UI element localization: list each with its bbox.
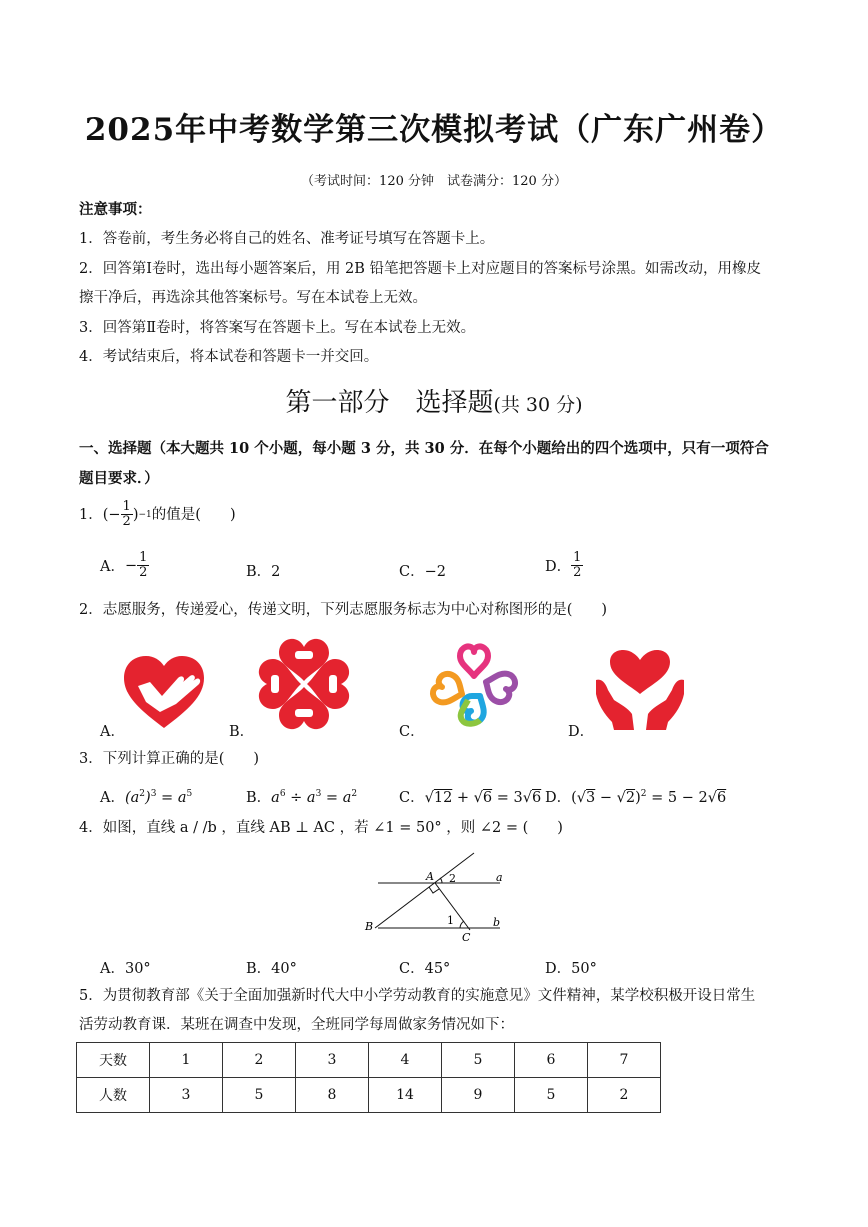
- question-1: [79, 500, 236, 529]
- table-cell: 人数: [77, 1078, 150, 1113]
- table-cell: 14: [369, 1078, 442, 1113]
- q1-suffix: 的值是( ): [151, 506, 236, 523]
- table-row: [77, 1078, 661, 1113]
- notice-heading: 注意事项：: [79, 201, 152, 218]
- question-2: 2．志愿服务，传递爱心，传递文明，下列志愿服务标志为中心对称图形的是( ): [79, 602, 608, 618]
- part1-title: [0, 382, 868, 419]
- parallel-lines-figure: [360, 848, 520, 948]
- q1-option-a-label: A．: [100, 559, 125, 575]
- label-angle-2: 2: [449, 872, 456, 885]
- heart-hand-logo-icon: [120, 652, 208, 732]
- clover-hands-logo-icon: [255, 635, 353, 733]
- label-point-a: A: [426, 870, 434, 883]
- hands-heart-logo-icon: [592, 648, 688, 732]
- question-5-line1: 5．为贯彻教育部《关于全面加强新时代大中小学劳动教育的实施意见》文件精神，某学校积极开设日常生: [79, 988, 756, 1004]
- part1-title-text: 第一部分 选择题: [285, 388, 494, 418]
- q4-option-c: C．45°: [399, 961, 451, 977]
- q1-option-d: D． $\frac{1}{2}$: [545, 550, 582, 580]
- table-cell: 6: [515, 1043, 588, 1078]
- notice-item-3: 3．回答第Ⅱ卷时，将答案写在答题卡上。写在本试卷上无效。: [79, 320, 476, 336]
- notice-item-1: 1．答卷前，考生务必将自己的姓名、准考证号填写在答题卡上。: [79, 231, 495, 247]
- q4-option-b: B．40°: [246, 961, 297, 977]
- section1-line1: 一、选择题（本大题共 10 个小题，每小题 3 分，共 30 分．在每个小题给出的四个选项中，只有一项符合: [79, 440, 769, 457]
- colorful-flower-logo-icon: [424, 638, 524, 730]
- q2-option-d: D．: [568, 724, 595, 740]
- q4-option-d: D．50°: [545, 961, 597, 977]
- notice-item-2-cont: 擦干净后，再选涂其他答案标号。写在本试卷上无效。: [79, 290, 427, 306]
- table-row: [77, 1043, 661, 1078]
- table-cell: 4: [369, 1043, 442, 1078]
- q3-option-b: B．$a^6 \div a^3 = a^2$: [246, 789, 358, 806]
- q2-option-c: C．: [399, 724, 425, 740]
- q4-option-a: A．30°: [100, 961, 151, 977]
- table-cell: 5: [442, 1043, 515, 1078]
- exam-subtitle: （考试时间：120 分钟 试卷满分：120 分）: [301, 174, 567, 189]
- question-5-line2: 活劳动教育课．某班在调查中发现，全班同学每周做家务情况如下：: [79, 1017, 514, 1033]
- q1-expression: (− $\frac{1}{2}$ ) −1: [102, 499, 152, 529]
- notice-item-2: 2．回答第Ⅰ卷时，选出每小题答案后，用 2B 铅笔把答题卡上对应题目的答案标号涂黑。如需改动，用橡皮: [79, 261, 762, 277]
- table-cell: 5: [223, 1078, 296, 1113]
- q2-option-b: B．: [229, 724, 255, 740]
- q1-option-a: A． − $\frac{1}{2}$: [100, 550, 148, 580]
- part1-points: (共 30 分): [493, 394, 583, 416]
- label-angle-1: 1: [447, 914, 454, 927]
- table-cell: 9: [442, 1078, 515, 1113]
- notice-item-4: 4．考试结束后，将本试卷和答题卡一并交回。: [79, 349, 379, 365]
- q3-option-d: D．$(√3 - √2)^2 = 5 - 2√6$: [545, 789, 727, 806]
- housework-table: [76, 1042, 661, 1113]
- table-cell: 3: [296, 1043, 369, 1078]
- table-cell: 7: [588, 1043, 661, 1078]
- table-cell: 8: [296, 1078, 369, 1113]
- question-3: 3．下列计算正确的是( ): [79, 751, 260, 767]
- table-cell: 天数: [77, 1043, 150, 1078]
- label-point-c: C: [462, 931, 471, 944]
- exam-title: 2025年中考数学第三次模拟考试（广东广州卷）: [84, 112, 784, 148]
- label-point-b: B: [365, 920, 374, 933]
- q3-option-c: C．√12 + √6 = 3√6: [399, 790, 542, 806]
- q1-option-d-label: D．: [545, 559, 572, 575]
- label-line-a: a: [496, 871, 503, 884]
- table-cell: 2: [223, 1043, 296, 1078]
- table-cell: 3: [150, 1078, 223, 1113]
- table-cell: 5: [515, 1078, 588, 1113]
- q2-option-a: A．: [100, 724, 125, 740]
- label-line-b: b: [493, 916, 501, 929]
- q1-number: 1．: [79, 506, 103, 523]
- q1-option-b: B．2: [246, 564, 281, 580]
- table-cell: 1: [150, 1043, 223, 1078]
- question-4: 4．如图，直线 a / /b ，直线 AB ⊥ AC ，若 ∠1 = 50° ，则 ∠2 = ( ): [79, 820, 563, 836]
- section1-line2: 题目要求．）: [79, 470, 159, 487]
- table-cell: 2: [588, 1078, 661, 1113]
- q1-option-c: C．−2: [399, 564, 446, 580]
- q3-option-a: A．$(a^2)^3 = a^5$: [100, 789, 193, 806]
